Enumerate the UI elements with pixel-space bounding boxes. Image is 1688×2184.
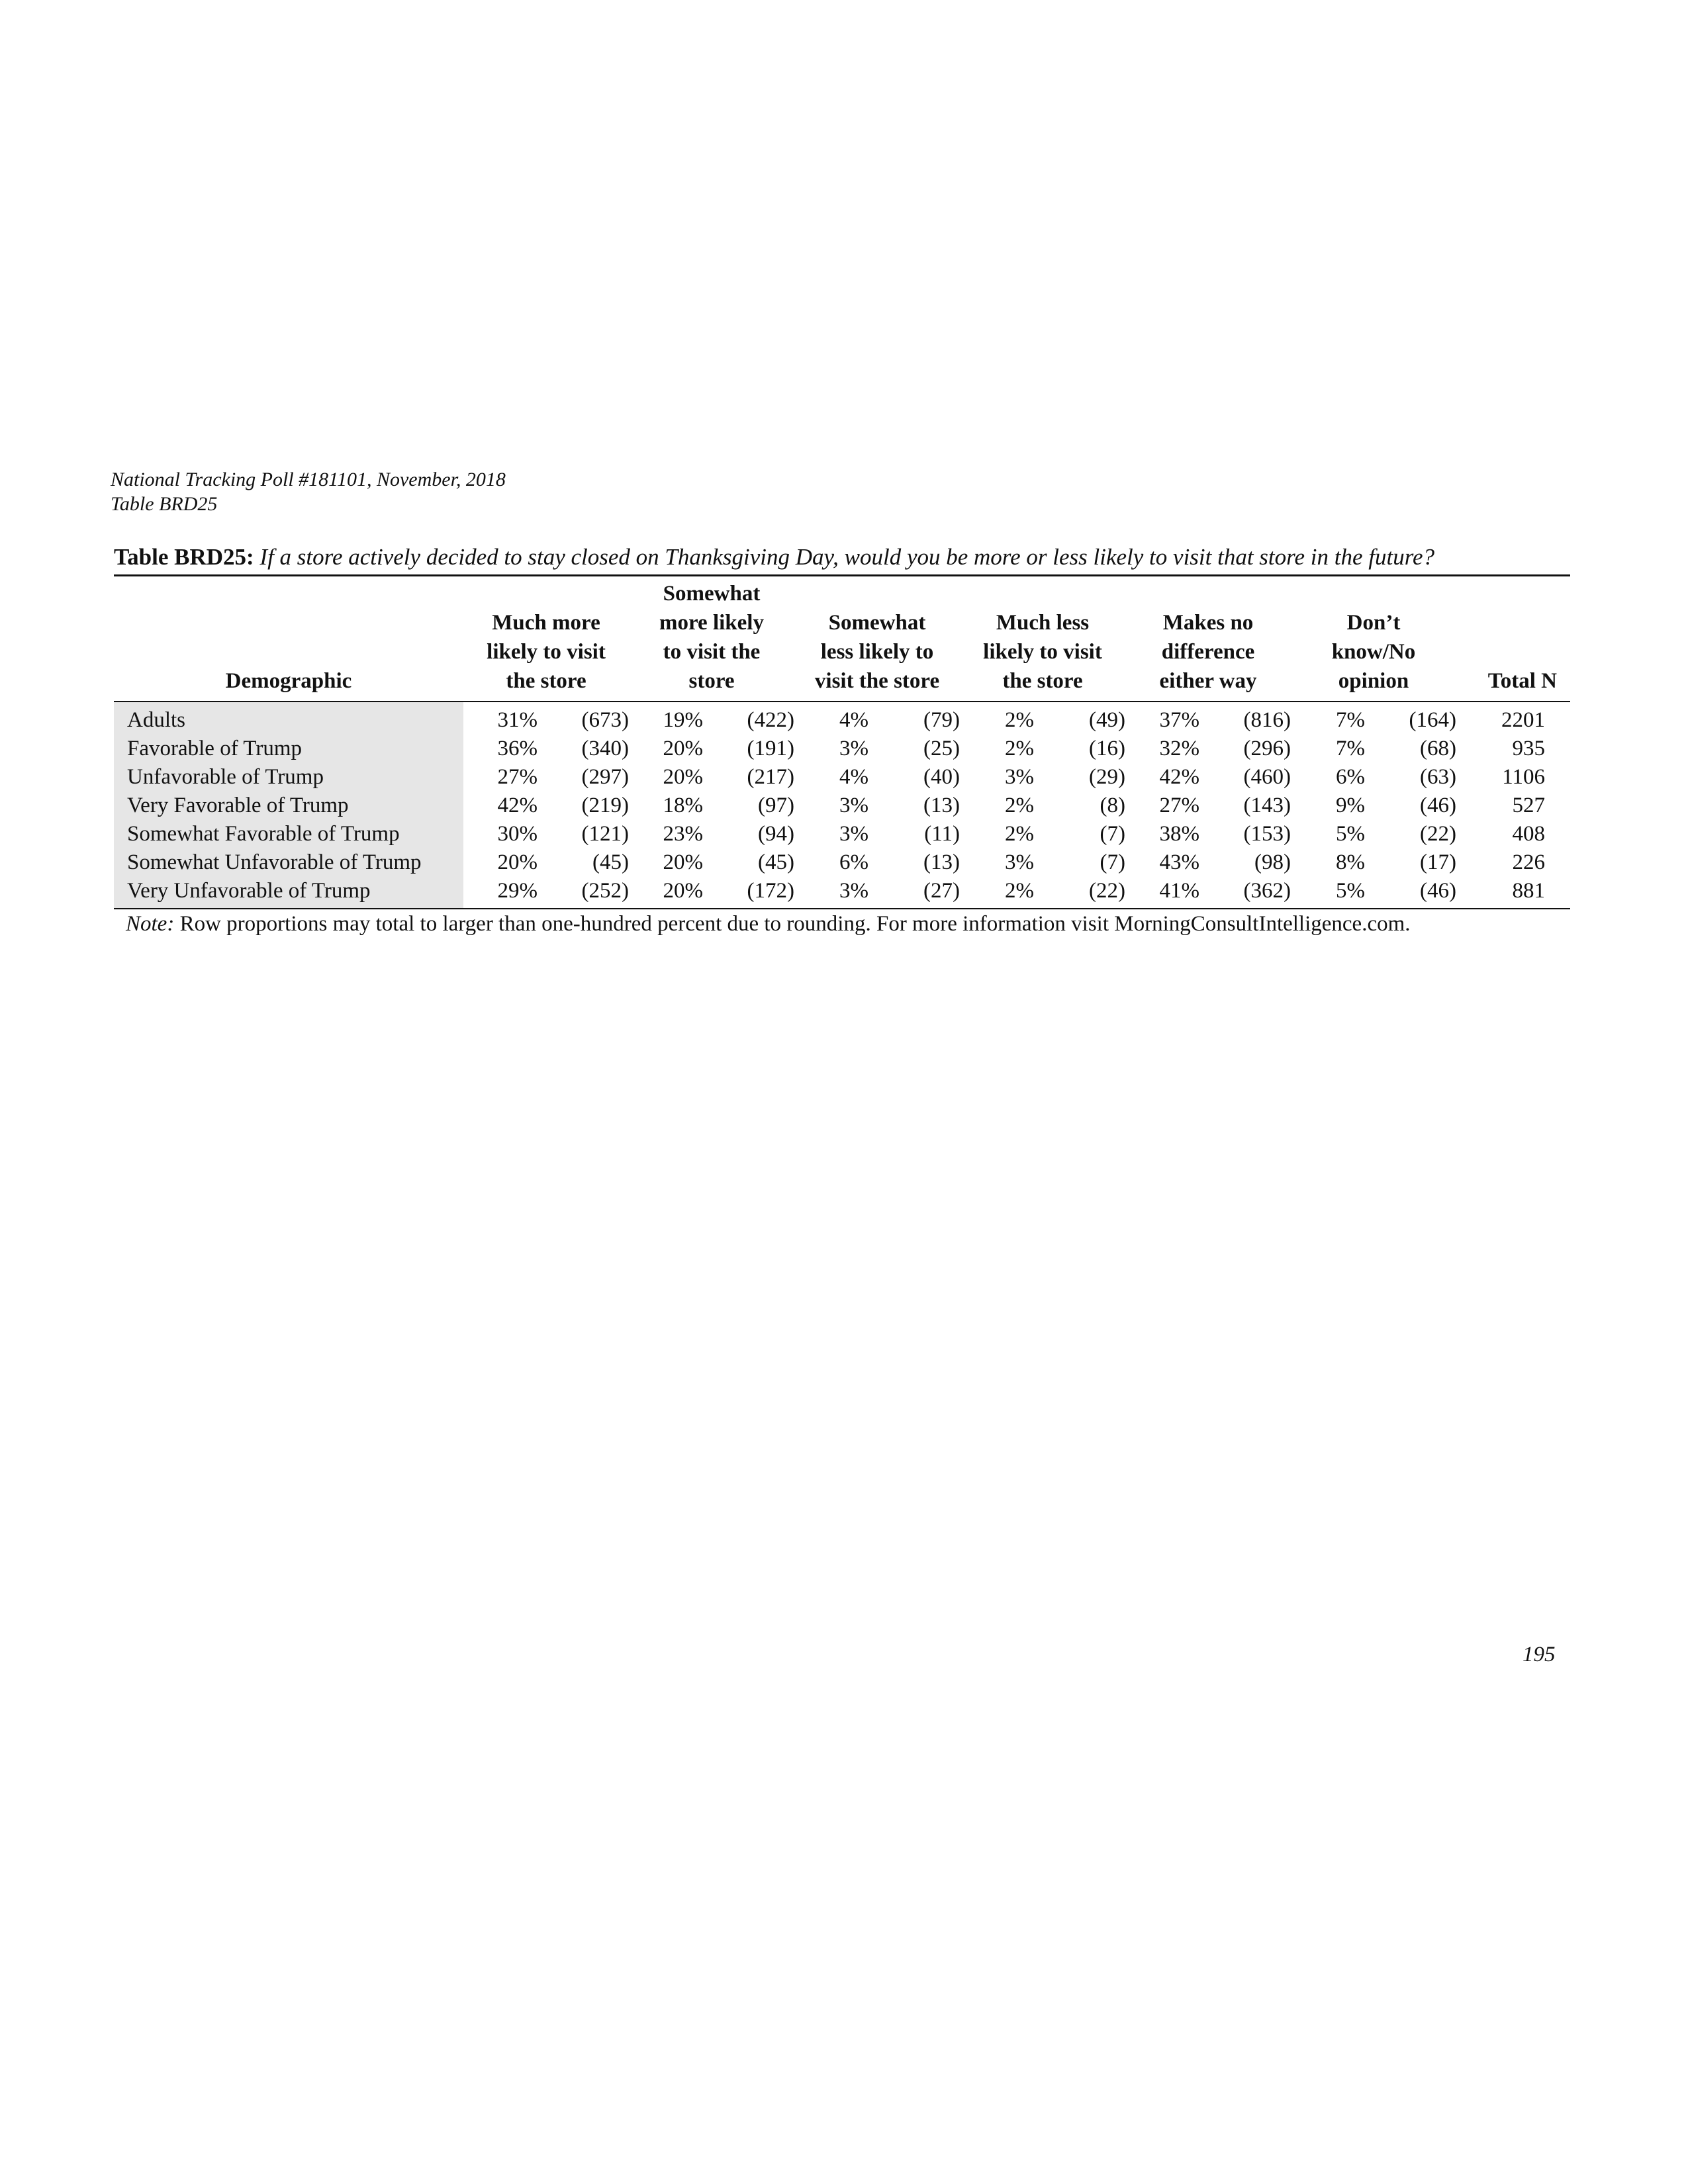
cell-percent: 8%	[1336, 850, 1365, 874]
cell-count: (16)	[1089, 737, 1125, 760]
cell-percent: 2%	[1005, 879, 1034, 903]
cell-count: (22)	[1420, 822, 1456, 846]
cell-percent: 20%	[663, 850, 703, 874]
row-label: Somewhat Unfavorable of Trump	[114, 848, 463, 877]
cell-percent: 27%	[497, 765, 538, 789]
table-id: Table BRD25	[111, 493, 218, 515]
cell-count: (27)	[923, 879, 960, 903]
cell-percent: 7%	[1336, 737, 1365, 760]
cell-count: (422)	[747, 708, 794, 732]
cell-count: (46)	[1420, 794, 1456, 817]
cell-count: (22)	[1089, 879, 1125, 903]
cell-percent: 43%	[1159, 850, 1199, 874]
cell-percent: 18%	[663, 794, 703, 817]
cell-percent: 20%	[497, 850, 538, 874]
column-header-row	[114, 576, 1570, 702]
cell-count: (164)	[1409, 708, 1456, 732]
cell-total: 1106	[1502, 765, 1545, 789]
cell-percent: 9%	[1336, 794, 1365, 817]
cell-percent: 6%	[839, 850, 868, 874]
cell-count: (13)	[923, 850, 960, 874]
cell-count: (362)	[1243, 879, 1291, 903]
caption-label: Table BRD25:	[114, 544, 254, 570]
cell-percent: 7%	[1336, 708, 1365, 732]
cell-percent: 5%	[1336, 879, 1365, 903]
cell-total: 935	[1512, 737, 1545, 760]
table-row	[114, 763, 1570, 792]
row-label: Adults	[114, 702, 463, 735]
cell-total: 2201	[1501, 708, 1545, 732]
cell-count: (25)	[923, 737, 960, 760]
caption-question: If a store actively decided to stay closed on Thanksgiving Day, would you be more or less likely to visit that store in the future?	[259, 544, 1435, 570]
cell-count: (98)	[1254, 850, 1291, 874]
header-makes-no-difference: Makes no difference either way	[1125, 576, 1291, 702]
cell-percent: 19%	[663, 708, 703, 732]
cell-count: (191)	[747, 737, 794, 760]
cell-percent: 37%	[1159, 708, 1199, 732]
cell-count: (97)	[758, 794, 794, 817]
cell-percent: 2%	[1005, 737, 1034, 760]
document-header	[111, 467, 506, 516]
header-much-less-likely: Much less likely to visit the store	[960, 576, 1125, 702]
cell-count: (217)	[747, 765, 794, 789]
header-somewhat-less-likely: Somewhat less likely to visit the store	[794, 576, 960, 702]
cell-count: (172)	[747, 879, 794, 903]
page-number: 195	[1523, 1643, 1556, 1666]
cell-percent: 4%	[839, 708, 868, 732]
cell-percent: 2%	[1005, 708, 1034, 732]
cell-percent: 3%	[839, 794, 868, 817]
table-row	[114, 848, 1570, 877]
cell-percent: 3%	[839, 879, 868, 903]
cell-count: (7)	[1100, 822, 1125, 846]
table-body	[114, 702, 1570, 909]
cell-count: (45)	[592, 850, 629, 874]
header-dont-know: Don’t know/No opinion	[1291, 576, 1456, 702]
table-row	[114, 877, 1570, 909]
cell-percent: 27%	[1159, 794, 1199, 817]
table-caption	[114, 543, 1570, 576]
row-label: Somewhat Favorable of Trump	[114, 820, 463, 848]
crosstab-table-wrapper	[114, 543, 1570, 938]
cell-percent: 2%	[1005, 822, 1034, 846]
cell-total: 226	[1512, 850, 1545, 874]
cell-percent: 32%	[1159, 737, 1199, 760]
cell-percent: 20%	[663, 879, 703, 903]
cell-count: (121)	[581, 822, 629, 846]
row-label: Unfavorable of Trump	[114, 763, 463, 792]
table-row	[114, 820, 1570, 848]
cell-count: (79)	[923, 708, 960, 732]
cell-count: (153)	[1243, 822, 1291, 846]
cell-count: (7)	[1100, 850, 1125, 874]
cell-percent: 20%	[663, 737, 703, 760]
cell-count: (219)	[581, 794, 629, 817]
cell-percent: 3%	[839, 737, 868, 760]
header-total-n: Total N	[1456, 576, 1570, 702]
row-label: Favorable of Trump	[114, 735, 463, 763]
cell-percent: 38%	[1159, 822, 1199, 846]
table-row	[114, 792, 1570, 820]
table-note	[114, 909, 1570, 938]
cell-percent: 2%	[1005, 794, 1034, 817]
cell-count: (252)	[581, 879, 629, 903]
header-somewhat-more-likely: Somewhat more likely to visit the store	[629, 576, 794, 702]
poll-title: National Tracking Poll #181101, November, 2018	[111, 469, 506, 490]
cell-count: (29)	[1089, 765, 1125, 789]
cell-percent: 42%	[1159, 765, 1199, 789]
cell-count: (17)	[1420, 850, 1456, 874]
cell-percent: 41%	[1159, 879, 1199, 903]
cell-percent: 3%	[1005, 850, 1034, 874]
cell-total: 408	[1512, 822, 1545, 846]
cell-percent: 3%	[839, 822, 868, 846]
cell-total: 881	[1512, 879, 1545, 903]
cell-count: (68)	[1420, 737, 1456, 760]
cell-percent: 31%	[497, 708, 538, 732]
cell-count: (49)	[1089, 708, 1125, 732]
table-row	[114, 702, 1570, 735]
header-demographic: Demographic	[114, 576, 463, 702]
cell-count: (94)	[758, 822, 794, 846]
cell-percent: 6%	[1336, 765, 1365, 789]
cell-total: 527	[1512, 794, 1545, 817]
cell-percent: 5%	[1336, 822, 1365, 846]
cell-count: (40)	[923, 765, 960, 789]
cell-count: (816)	[1243, 708, 1291, 732]
cell-percent: 30%	[497, 822, 538, 846]
cell-percent: 36%	[497, 737, 538, 760]
cell-count: (8)	[1100, 794, 1125, 817]
cell-percent: 3%	[1005, 765, 1034, 789]
cell-percent: 23%	[663, 822, 703, 846]
cell-count: (297)	[581, 765, 629, 789]
cell-count: (46)	[1420, 879, 1456, 903]
crosstab-table	[114, 576, 1570, 909]
table-row	[114, 735, 1570, 763]
header-much-more-likely: Much more likely to visit the store	[463, 576, 629, 702]
cell-count: (63)	[1420, 765, 1456, 789]
cell-percent: 29%	[497, 879, 538, 903]
cell-count: (45)	[758, 850, 794, 874]
cell-count: (340)	[581, 737, 629, 760]
cell-count: (673)	[581, 708, 629, 732]
cell-count: (296)	[1243, 737, 1291, 760]
cell-count: (11)	[924, 822, 960, 846]
cell-count: (13)	[923, 794, 960, 817]
cell-count: (143)	[1243, 794, 1291, 817]
row-label: Very Favorable of Trump	[114, 792, 463, 820]
note-label: Note:	[126, 912, 175, 936]
cell-percent: 4%	[839, 765, 868, 789]
note-text: Row proportions may total to larger than one-hundred percent due to rounding. For more information visit MorningConsultIntelligence.com.	[174, 912, 1411, 936]
cell-percent: 20%	[663, 765, 703, 789]
row-label: Very Unfavorable of Trump	[114, 877, 463, 909]
cell-count: (460)	[1243, 765, 1291, 789]
cell-percent: 42%	[497, 794, 538, 817]
